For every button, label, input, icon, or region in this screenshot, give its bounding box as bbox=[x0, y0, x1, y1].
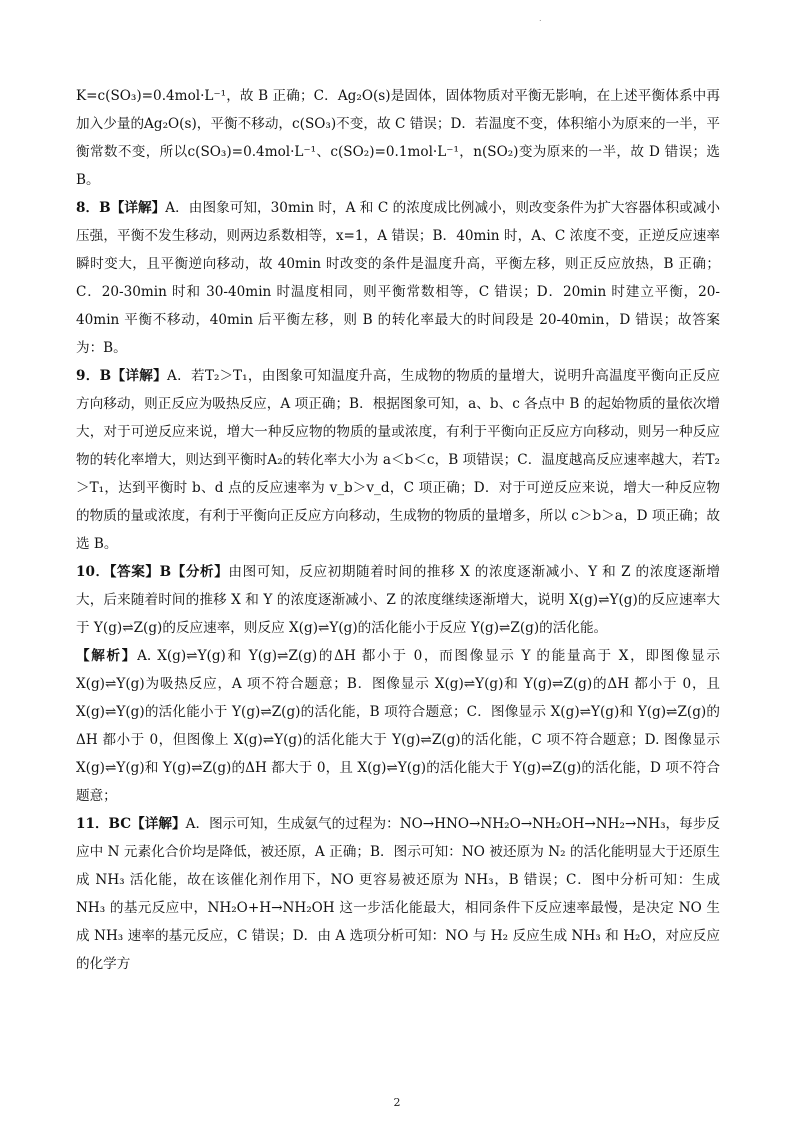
paragraph-q10-analysis bbox=[76, 558, 720, 642]
paragraph-text: A．由图象可知，30min 时，A 和 C 的浓度成比例减小，则改变条件为扩大容器体积或减小压强，平衡不发生移动，则两边系数相等，x=1，A 错误；B．40min 时，A、C 浓度不变，正逆反应速率瞬时变大，且平衡逆向移动，故 40min 时改变的条件是温度升高，平衡左移，则正反应放热，B 正确；C．20-30min 时和 30-40min 时温度相同，则平衡常数相等，C 错误；D．20min 时建立平衡，20-40min 平衡不移动，40min 后平衡左移，则 B 的转化率最大的时间段是 20-40min，D 错误；故答案为：B。 bbox=[76, 200, 721, 356]
paragraph-text: A．图示可知，生成氨气的过程为：NO→HNO→NH₂O→NH₂OH→NH₂→NH₃，每步反应中 N 元素化合价均是降低，被还原，A 正确；B．图示可知：NO 被还原为 N₂ 的活化能明显大于还原生成 NH₃ 活化能，故在该催化剂作用下，NO 更容易被还原为 NH₃，B 错误；C．图中分析可知：生成 NH₃ 的基元反应中，NH₂O+H→NH₂OH 这一步活化能最大，相同条件下反应速率最慢，是决定 NO 生成 NH₃ 速率的基元反应，C 错误；D．由 A 选项分析可知：NO 与 H₂ 反应生成 NH₃ 和 H₂O，对应反应的化学方 bbox=[76, 816, 720, 972]
paragraph-prefix: 8．B【详解】 bbox=[76, 200, 166, 216]
paragraph-text: A．若T₂＞T₁，由图象可知温度升高，生成物的物质的量增大，说明升高温度平衡向正反应方向移动，则正反应为吸热反应，A 项正确；B．根据图象可知，a、b、c 各点中 B 的起始物质的量依次增大，对于可逆反应来说，增大一种反应物的物质的量或浓度，有利于平衡向正反应方向移动，则另一种反应物的转化率增大，则达到平衡时A₂的转化率大小为 a＜b＜c，B 项错误；C．温度越高反应速率越大，若T₂＞T₁，达到平衡时 b、d 点的反应速率为 v_b＞v_d，C 项正确；D．对于可逆反应来说，增大一种反应物的物质的量或浓度，有利于平衡向正反应方向移动，生成物的物质的量增多，所以 c＞b＞a，D 项正确；故选 B。 bbox=[76, 368, 720, 552]
paragraph-prefix: 11．BC【详解】 bbox=[76, 816, 186, 832]
page-number: 2 bbox=[393, 1096, 401, 1109]
paragraph-prefix: 10．【答案】B【分析】 bbox=[76, 564, 229, 580]
paragraph-q11 bbox=[76, 810, 720, 978]
paragraph-text: K=c(SO₃)=0.4mol·L⁻¹，故 B 正确；C．Ag₂O(s)是固体，固体物质对平衡无影响，在上述平衡体系中再加入少量的Ag₂O(s)，平衡不移动，c(SO₃)不变，故 C 错误；D．若温度不变，体积缩小为原来的一半，平衡常数不变，所以c(SO₃)=0.4mol·L⁻¹、c(SO₂)=0.1mol·L⁻¹，n(SO₂)变为原来的一半，故 D 错误；选 B。 bbox=[76, 88, 720, 188]
paragraph-text: 由图可知，反应初期随着时间的推移 X 的浓度逐渐减小、Y 和 Z 的浓度逐渐增大，后来随着时间的推移 X 和 Y 的浓度逐渐减小、Z 的浓度继续逐渐增大，说明 X(g)⇌Y(g)的反应速率大于 Y(g)⇌Z(g)的反应速率，则反应 X(g)⇌Y(g)的活化能小于反应 Y(g)⇌Z(g)的活化能。 bbox=[76, 564, 721, 636]
paragraph-q8 bbox=[76, 194, 720, 362]
paragraph-text: A. X(g)⇌Y(g)和 Y(g)⇌Z(g)的ΔH 都小于 0，而图像显示 Y 的能量高于 X，即图像显示 X(g)⇌Y(g)为吸热反应，A 项不符合题意；B．图像显示 X(g)⇌Y(g)和 Y(g)⇌Z(g)的ΔH 都小于 0，且 X(g)⇌Y(g)的活化能小于 Y(g)⇌Z(g)的活化能，B 项符合题意；C．图像显示 X(g)⇌Y(g)和 Y(g)⇌Z(g)的ΔH 都小于 0，但图像上 X(g)⇌Y(g)的活化能大于 Y(g)⇌Z(g)的活化能，C 项不符合题意；D. 图像显示 X(g)⇌Y(g)和 Y(g)⇌Z(g)的ΔH 都大于 0，且 X(g)⇌Y(g)的活化能大于 Y(g)⇌Z(g)的活化能，D 项不符合题意； bbox=[76, 648, 720, 804]
paragraph-q10-solution bbox=[76, 642, 720, 810]
header-mark: . bbox=[539, 14, 542, 23]
paragraph-prefix: 【解析】 bbox=[76, 648, 138, 664]
paragraph-prefix: 9．B【详解】 bbox=[76, 368, 168, 384]
answer-content bbox=[76, 82, 720, 978]
paragraph-q9 bbox=[76, 362, 720, 558]
paragraph-q7-tail bbox=[76, 82, 720, 194]
